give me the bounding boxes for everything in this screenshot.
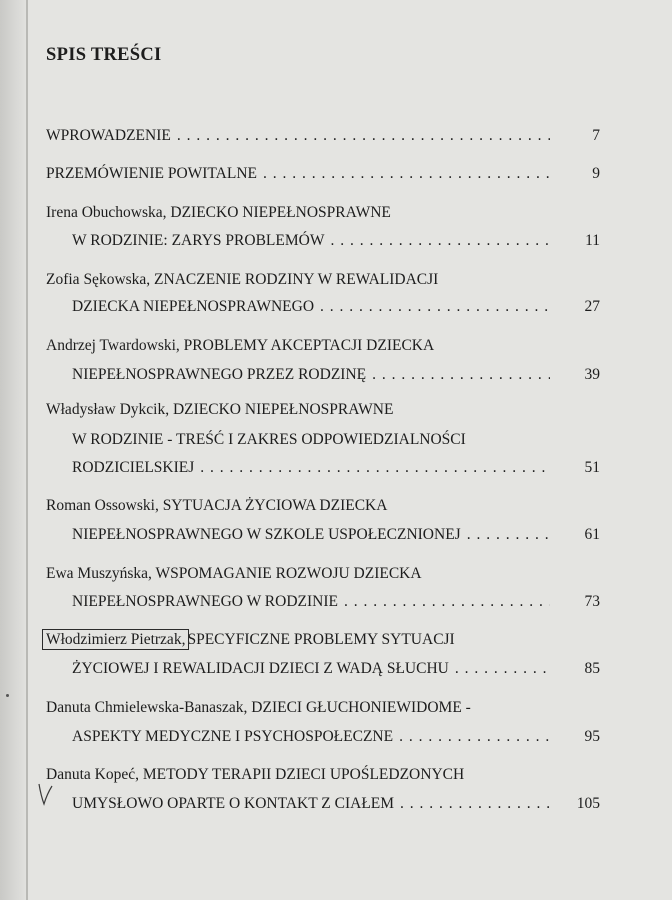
toc-line <box>72 725 600 749</box>
toc-entry-author-line: Danuta Kopeć, METODY TERAPII DZIECI UPOŚLEDZONYCH <box>46 766 465 783</box>
toc-entry-title: SPECYFICZNE PROBLEMY SYTUACJI <box>187 631 455 648</box>
toc-entry-author-line: Zofia Sękowska, ZNACZENIE RODZINY W REWALIDACJI <box>46 271 439 288</box>
toc-entry-author-line: Irena Obuchowska, DZIECKO NIEPEŁNOSPRAWNE <box>46 204 391 221</box>
toc-page-number: 85 <box>584 660 600 677</box>
toc-page-number: 105 <box>576 795 600 812</box>
toc-title: SPIS TREŚCI <box>46 45 162 65</box>
dot-leader <box>344 590 550 614</box>
toc-entry-title: UMYSŁOWO OPARTE O KONTAKT Z CIAŁEM <box>72 795 395 812</box>
toc-entry-author-line: Andrzej Twardowski, PROBLEMY AKCEPTACJI DZIECKA <box>46 337 435 354</box>
toc-line <box>72 295 600 319</box>
scan-binding-edge <box>0 0 28 900</box>
dot-leader <box>330 229 550 253</box>
toc-entry-title: PRZEMÓWIENIE POWITALNE <box>46 165 257 182</box>
boxed-author-name: Włodzimierz Pietrzak, <box>46 631 186 648</box>
toc-entry-continuation: W RODZINIE - TREŚĆ I ZAKRES ODPOWIEDZIALNOŚCI <box>72 431 466 448</box>
dot-leader <box>399 725 550 749</box>
toc-entry-author-line <box>46 628 600 652</box>
toc-page-number: 73 <box>584 593 600 610</box>
toc-page-number: 51 <box>584 459 600 476</box>
toc-entry-author-line: Władysław Dykcik, DZIECKO NIEPEŁNOSPRAWNE <box>46 401 394 418</box>
dot-leader <box>320 295 550 319</box>
toc-entry-title: ŻYCIOWEJ I REWALIDACJI DZIECI Z WADĄ SŁUCHU <box>72 660 449 677</box>
toc-entry-title: NIEPEŁNOSPRAWNEGO W SZKOLE USPOŁECZNIONEJ <box>72 526 461 543</box>
dot-leader <box>467 523 550 547</box>
dot-leader <box>400 792 550 816</box>
toc-line <box>46 124 600 148</box>
dot-leader <box>372 363 550 387</box>
toc-page-number: 11 <box>585 232 600 249</box>
toc-entry-title: W RODZINIE: ZARYS PROBLEMÓW <box>72 232 325 249</box>
toc-line <box>72 657 600 681</box>
toc-line <box>72 229 600 253</box>
toc-entry-author-line: Ewa Muszyńska, WSPOMAGANIE ROZWOJU DZIECKA <box>46 565 422 582</box>
toc-entry-title: NIEPEŁNOSPRAWNEGO W RODZINIE <box>72 593 338 610</box>
toc-entry-title: ASPEKTY MEDYCZNE I PSYCHOSPOŁECZNE <box>72 728 394 745</box>
dot-leader <box>200 456 550 480</box>
dot-leader <box>263 162 550 186</box>
toc-page-number: 27 <box>584 298 600 315</box>
scan-speck <box>6 694 9 697</box>
toc-line <box>72 523 600 547</box>
toc-line <box>46 162 600 186</box>
toc-page-number: 61 <box>584 526 600 543</box>
toc-line <box>72 792 600 816</box>
toc-page-number: 7 <box>592 127 600 144</box>
toc-line <box>72 590 600 614</box>
toc-entry-title: DZIECKA NIEPEŁNOSPRAWNEGO <box>72 298 315 315</box>
toc-page-number: 39 <box>584 366 600 383</box>
toc-entry-title: WPROWADZENIE <box>46 127 171 144</box>
toc-entry-author-line: Danuta Chmielewska-Banaszak, DZIECI GŁUCHONIEWIDOME - <box>46 699 471 716</box>
toc-entry-title: NIEPEŁNOSPRAWNEGO PRZEZ RODZINĘ <box>72 366 367 383</box>
toc-page-number: 95 <box>584 728 600 745</box>
pen-check-mark <box>32 780 56 808</box>
dot-leader <box>177 124 550 148</box>
toc-entry-author-line: Roman Ossowski, SYTUACJA ŻYCIOWA DZIECKA <box>46 497 388 514</box>
toc-line <box>72 363 600 387</box>
toc-entry-title: RODZICIELSKIEJ <box>72 459 195 476</box>
toc-page-number: 9 <box>592 165 600 182</box>
dot-leader <box>455 657 550 681</box>
toc-line <box>72 456 600 480</box>
